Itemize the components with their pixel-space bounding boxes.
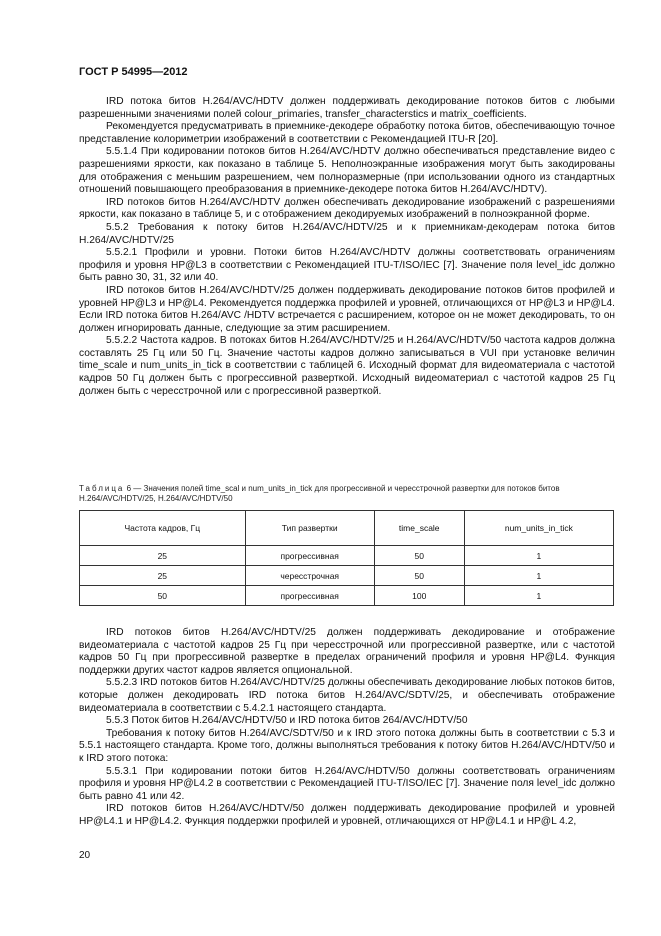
table-cell: 1 (464, 546, 613, 566)
table-caption-label: Таблица (79, 484, 125, 493)
paragraph: IRD потоков битов H.264/AVC/HDTV должен обеспечивать декодирование изображений с разрешениями яркости, как показано в таблице 5, и с отображением декодируемых изображений в полноэкранной форме. (79, 196, 615, 221)
paragraph: IRD потоков битов H.264/AVC/HDTV/25 должен поддерживать декодирование и отображение видеоматериала с частотой кадров 25 Гц при чересстрочной или прогрессивной развертке, или с частотой кадров 50 Гц при прогрессивной развертке в пределах ограничений профиля и уровня HP@L4. Функция поддержки других частот кадров является опциональной. (79, 627, 615, 676)
body-text-top (79, 96, 615, 398)
paragraph: 5.5.2.1 Профили и уровни. Потоки битов H.264/AVC/HDTV должны соответствовать ограничениям профиля и уровня HP@L3 в соответствии с Рекомендацией ITU-T/ISO/IEC [7]. Значение поля level_idc должно быть равно 30, 31, 32 или 40. (79, 247, 615, 284)
table-cell: чересстрочная (245, 566, 374, 586)
table-cell: 1 (464, 566, 613, 586)
header-num-units-in-tick: num_units_in_tick (464, 511, 613, 546)
paragraph: 5.5.3.1 При кодировании потоки битов H.264/AVC/HDTV/50 должны соответствовать ограничениям профиля и уровня HP@L4.2 в соответствии с Рекомендацией ITU-T/ISO/IEC [7]. Значение поля level_idc должно быть равно 41 или 42. (79, 765, 615, 802)
table-cell: 25 (80, 566, 246, 586)
paragraph: Рекомендуется предусматривать в приемнике-декодере обработку потока битов, обеспечивающую точное представление колориметрии изображений в соответствии с Рекомендацией ITU-R [20]. (79, 121, 615, 145)
paragraph: 5.5.2.2 Частота кадров. В потоках битов H.264/AVC/HDTV/25 и H.264/AVC/HDTV/50 частота кадров должна составлять 25 Гц или 50 Гц. Значение частоты кадров должно записываться в VUI при установке величин time_scale и num_units_in_tick в соответствии с таблицей 6. Исходный формат для видеоматериала с частотой кадров 50 Гц должен быть с прогрессивной разверткой. Исходный видеоматериал с частотой кадров 25 Гц должен быть с чересстрочной или с прогрессивной разверткой. (79, 335, 615, 397)
table-row (80, 586, 614, 606)
table-6 (79, 510, 614, 606)
paragraph: IRD потоков битов H.264/AVC/HDTV/50 должен поддерживать декодирование профилей и уровней HP@L4.1 и HP@L4.2. Функция поддержки профилей и уровней, отличающихся от HP@L4.1 и HP@L 4.2, (79, 803, 615, 827)
table-cell: 100 (374, 586, 464, 606)
table-cell: 1 (464, 586, 613, 606)
table-cell: 25 (80, 546, 246, 566)
table-row (80, 566, 614, 586)
section-heading: 5.5.3 Поток битов H.264/AVC/HDTV/50 и IRD потока битов 264/AVC/HDTV/50 (106, 715, 468, 727)
page-number: 20 (79, 850, 91, 861)
paragraph: Требования к потоку битов H.264/AVC/SDTV/50 и к IRD этого потока должны быть в соответствии с 5.3 и 5.5.1 настоящего стандарта. Кроме того, должны выполняться требования к потоку битов H.264/AVC/HDTV/50 и к IRD этого потока: (79, 727, 615, 764)
section-heading: 5.5.2 Требования к потоку битов H.264/AVC/HDTV/25 и к приемникам-декодерам потока битов H.264/AVC/HDTV/25 (79, 221, 615, 246)
table-cell: 50 (374, 546, 464, 566)
document-header: ГОСТ Р 54995—2012 (79, 66, 188, 78)
table-caption (79, 484, 615, 504)
paragraph: 5.5.1.4 При кодировании потоков битов H.264/AVC/HDTV должно обеспечиваться представление видео с разрешениями яркости, как показано в таблице 5. Неполноэкранные изображения могут быть закодированы для отображения с меньшим разрешением, чем полноразмерные (при использовании одного из стандартных отношений повышающего преобразования в приемнике-декодере потока битов H.264/AVC/HDTV). (79, 146, 615, 196)
paragraph: IRD потока битов H.264/AVC/HDTV должен поддерживать декодирование потоков битов с любыми разрешенными значениями полей colour_primaries, transfer_characterstics и matrix_coefficients. (79, 96, 615, 120)
table-caption-text: 6 — Значения полей time_scal и num_units_in_tick для прогрессивной и чересстрочной развертки для потоков битов H.264/AVC/HDTV/25, H.264/AVC/HDTV/50 (79, 484, 560, 503)
header-frame-rate: Частота кадров, Гц (80, 511, 246, 546)
header-scan-type: Тип развертки (245, 511, 374, 546)
header-time-scale: time_scale (374, 511, 464, 546)
table-cell: 50 (80, 586, 246, 606)
table-row (80, 546, 614, 566)
table-header-row (80, 511, 614, 546)
table-cell: 50 (374, 566, 464, 586)
body-text-bottom (79, 627, 615, 829)
table-cell: прогрессивная (245, 586, 374, 606)
paragraph: 5.5.2.3 IRD потоков битов H.264/AVC/HDTV/25 должны обеспечивать декодирование любых потоков битов, которые должен декодировать IRD потока битов H.264/AVC/SDTV/25, и обеспечивать отображение видеоматериала в соответствии с 5.4.2.1 настоящего стандарта. (79, 677, 615, 714)
paragraph: IRD потоков битов H.264/AVC/HDTV/25 должен поддерживать декодирование потоков битов профилей и уровней HP@L3 и HP@L4. Рекомендуется поддержка профилей и уровней, отличающихся от HP@L3 и HP@L4. Если IRD потока битов H.264/AVC /HDTV встречается с расширением, которое он не может декодировать, то он должен игнорировать данные, следующие за этим расширением. (79, 284, 615, 334)
table-cell: прогрессивная (245, 546, 374, 566)
